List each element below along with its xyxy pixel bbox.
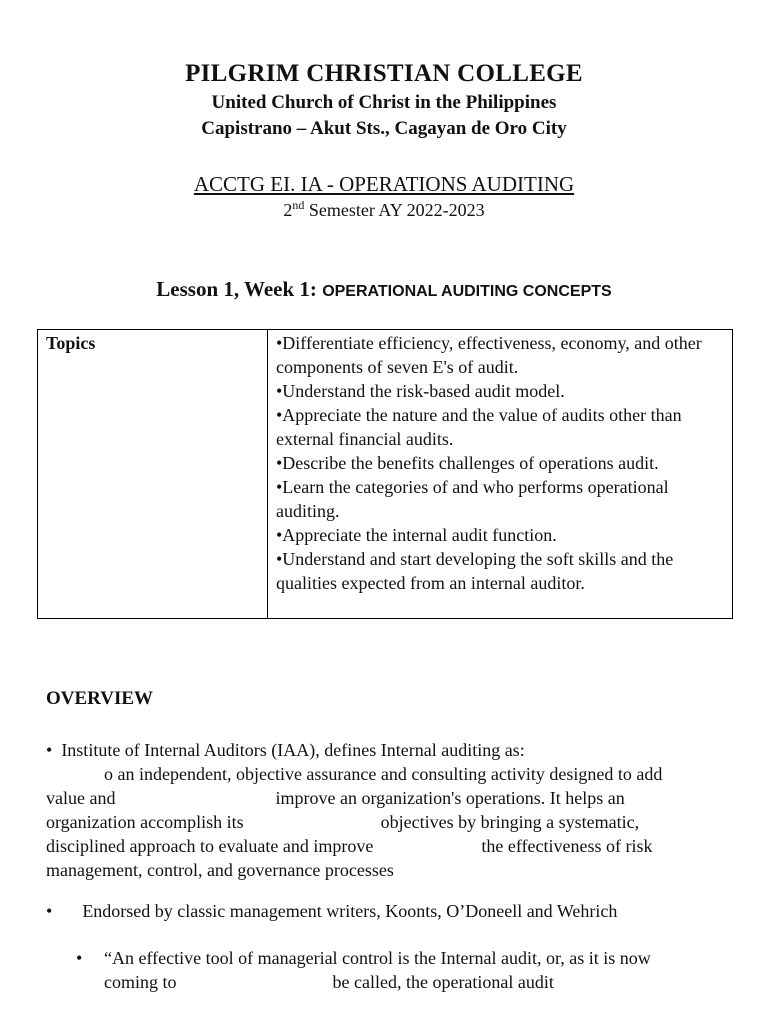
church-name: United Church of Christ in the Philippines xyxy=(211,92,557,113)
list-item: •Learn the categories of and who performs operational auditing. xyxy=(276,477,669,521)
overview-heading: OVERVIEW xyxy=(46,688,154,709)
quote-paragraph: “An effective tool of managerial control is the Internal audit, or, as it is now coming to be called, the operational audit xyxy=(104,948,651,992)
quote-bullet-icon: • xyxy=(76,948,83,968)
list-item: •Understand the risk-based audit model. xyxy=(276,381,565,401)
table-row xyxy=(38,330,733,619)
lesson-heading xyxy=(0,277,768,302)
list-item: •Understand and start developing the soft skills and the qualities expected from an internal auditor. xyxy=(276,549,674,593)
bullet-dot-icon: • xyxy=(46,740,53,760)
topics-label: Topics xyxy=(38,330,268,619)
bullet-2: • Endorsed by classic management writers, Koonts, O’Doneell and Wehrich xyxy=(46,901,618,921)
college-name: PILGRIM CHRISTIAN COLLEGE xyxy=(185,60,583,87)
topics-list xyxy=(268,330,733,619)
lesson-prefix: Lesson 1, Week 1: xyxy=(156,277,317,301)
list-item: •Appreciate the nature and the value of audits other than external financial audits. xyxy=(276,405,682,449)
list-item: •Describe the benefits challenges of operations audit. xyxy=(276,453,659,473)
list-item: •Differentiate efficiency, effectiveness, economy, and other components of seven E's of audit. xyxy=(276,333,702,377)
course-title: ACCTG EI. IA - OPERATIONS AUDITING xyxy=(193,172,575,196)
college-address: Capistrano – Akut Sts., Cagayan de Oro City xyxy=(201,118,567,139)
definition-paragraph: o an independent, objective assurance and consulting activity designed to add value and improve an organization's operations. It helps an organization accomplish its objectives by bringing a systematic, disciplined approach to evaluate and improve the effectiveness of risk management, control, and governance processes xyxy=(46,764,663,880)
topics-table xyxy=(37,329,733,619)
bullet-dot-icon: • xyxy=(46,901,53,921)
bullet-1: • Institute of Internal Auditors (IAA), defines Internal auditing as: xyxy=(46,740,525,760)
lesson-title: OPERATIONAL AUDITING CONCEPTS xyxy=(322,283,612,300)
semester-line: 2nd Semester AY 2022-2023 xyxy=(283,198,485,220)
list-item: •Appreciate the internal audit function. xyxy=(276,525,557,545)
